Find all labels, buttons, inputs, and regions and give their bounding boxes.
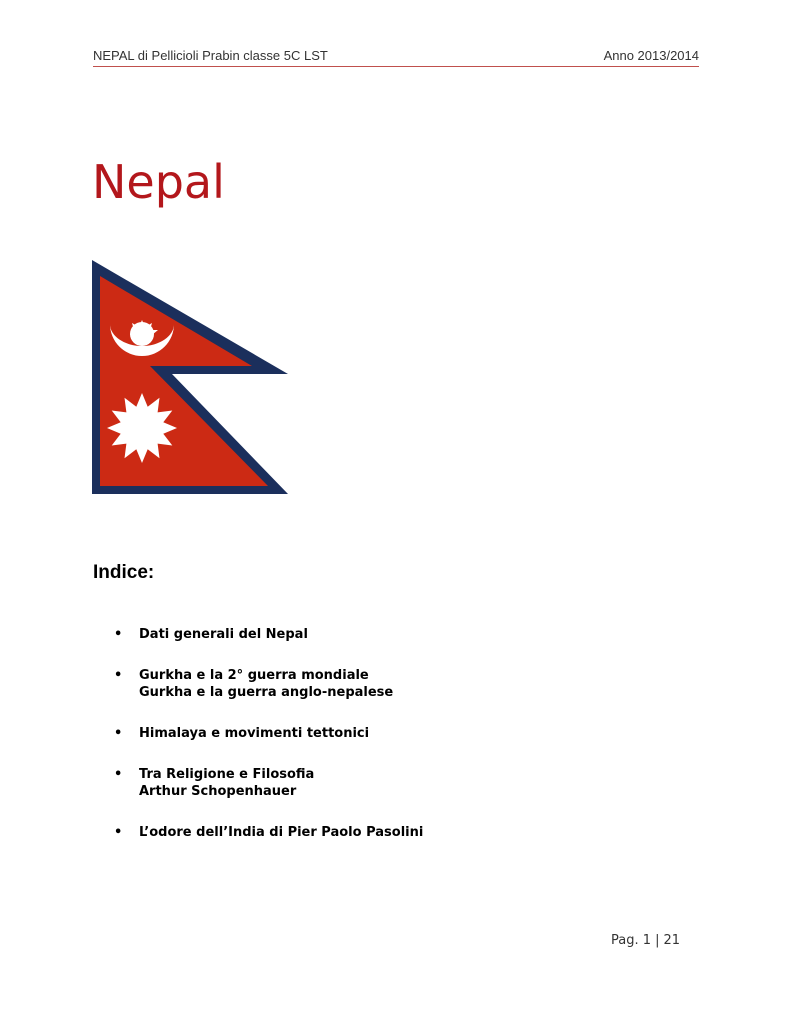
total-pages: 21 bbox=[663, 933, 680, 948]
toc-item-text: Gurkha e la guerra anglo-nepalese bbox=[139, 685, 394, 700]
document-title: Nepal bbox=[92, 155, 225, 209]
bullet-icon: • bbox=[114, 627, 123, 642]
toc-item-text: L’odore dell’India di Pier Paolo Pasolini bbox=[139, 825, 424, 840]
bullet-icon: • bbox=[114, 767, 123, 782]
toc-item bbox=[114, 766, 423, 800]
toc-item bbox=[114, 667, 423, 701]
page-footer bbox=[611, 933, 680, 948]
toc-item bbox=[114, 725, 423, 742]
index-heading: Indice: bbox=[93, 562, 155, 583]
toc-item-text: Arthur Schopenhauer bbox=[139, 784, 297, 799]
nepal-flag-image bbox=[92, 260, 288, 494]
toc-item-text: Tra Religione e Filosofia bbox=[139, 767, 315, 782]
toc-item-text: Gurkha e la 2° guerra mondiale bbox=[139, 668, 369, 683]
page-separator: | bbox=[655, 933, 660, 948]
toc-item-text: Himalaya e movimenti tettonici bbox=[139, 726, 370, 741]
bullet-icon: • bbox=[114, 726, 123, 741]
header-school-year: Anno 2013/2014 bbox=[603, 48, 699, 63]
page-header bbox=[93, 46, 699, 67]
toc-item bbox=[114, 824, 423, 841]
header-document-title: NEPAL di Pellicioli Prabin classe 5C LST bbox=[93, 48, 328, 63]
table-of-contents bbox=[114, 626, 423, 865]
page-number: Pag. 1 bbox=[611, 933, 652, 948]
bullet-icon: • bbox=[114, 825, 123, 840]
bullet-icon: • bbox=[114, 668, 123, 683]
toc-item bbox=[114, 626, 423, 643]
toc-item-text: Dati generali del Nepal bbox=[139, 627, 308, 642]
